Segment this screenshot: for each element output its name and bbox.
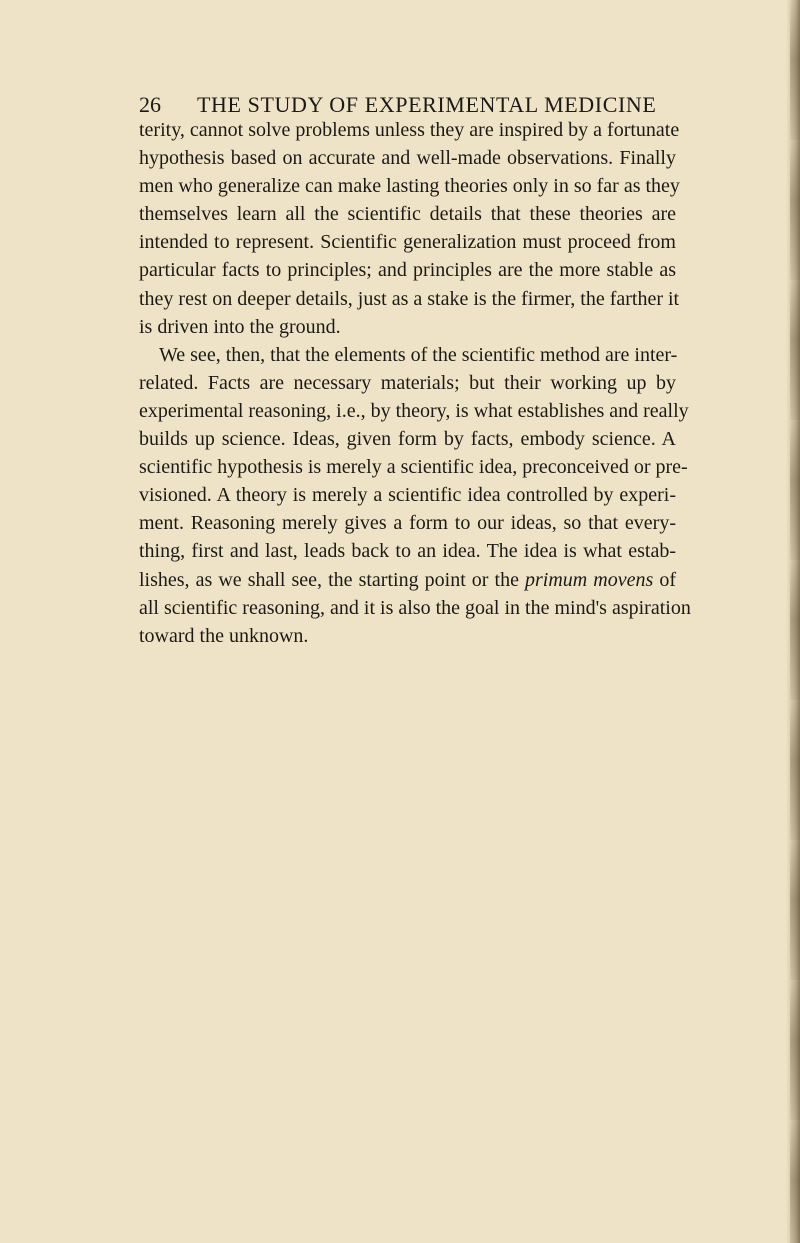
text-line: particular facts to principles; and principles are the more stable as [139,259,676,282]
text-line: thing, first and last, leads back to an idea. The idea is what estab- [139,540,676,563]
page-number: 26 [139,92,161,117]
text-line: toward the unknown. [139,624,309,647]
text-line: scientific hypothesis is merely a scientific idea, preconceived or pre- [139,456,688,479]
text-line: builds up science. Ideas, given form by facts, embody science. A [139,428,676,451]
text-segment: lishes, as we shall see, the starting point or the [139,568,525,591]
text-line: themselves learn all the scientific details that these theories are [139,203,676,226]
text-line: terity, cannot solve problems unless they are inspired by a fortunate [139,119,680,141]
body-text [139,116,691,650]
text-line: experimental reasoning, i.e., by theory, is what establishes and really [139,399,689,422]
text-line: intended to represent. Scientific generalization must proceed from [139,231,676,254]
italic-phrase: primum movens [525,568,654,591]
text-line-with-italic [139,566,676,594]
text-line: they rest on deeper details, just as a stake is the firmer, the farther it [139,287,680,310]
text-line: is driven into the ground. [139,315,341,338]
text-segment: of [653,568,676,591]
text-line: ment. Reasoning merely gives a form to our ideas, so that every- [139,512,676,535]
text-line: visioned. A theory is merely a scientific idea controlled by experi- [139,484,676,507]
text-line: all scientific reasoning, and it is also the goal in the mind's aspiration [139,596,691,619]
text-line: men who generalize can make lasting theories only in so far as they [139,175,680,198]
running-head: THE STUDY OF EXPERIMENTAL MEDICINE [197,92,657,117]
text-line: We see, then, that the elements of the scientific method are inter- [159,343,678,366]
text-line: related. Facts are necessary materials; but their working up by [139,371,676,394]
text-line: hypothesis based on accurate and well-made observations. Finally [139,147,676,170]
page-edge-shadow [790,0,800,1243]
